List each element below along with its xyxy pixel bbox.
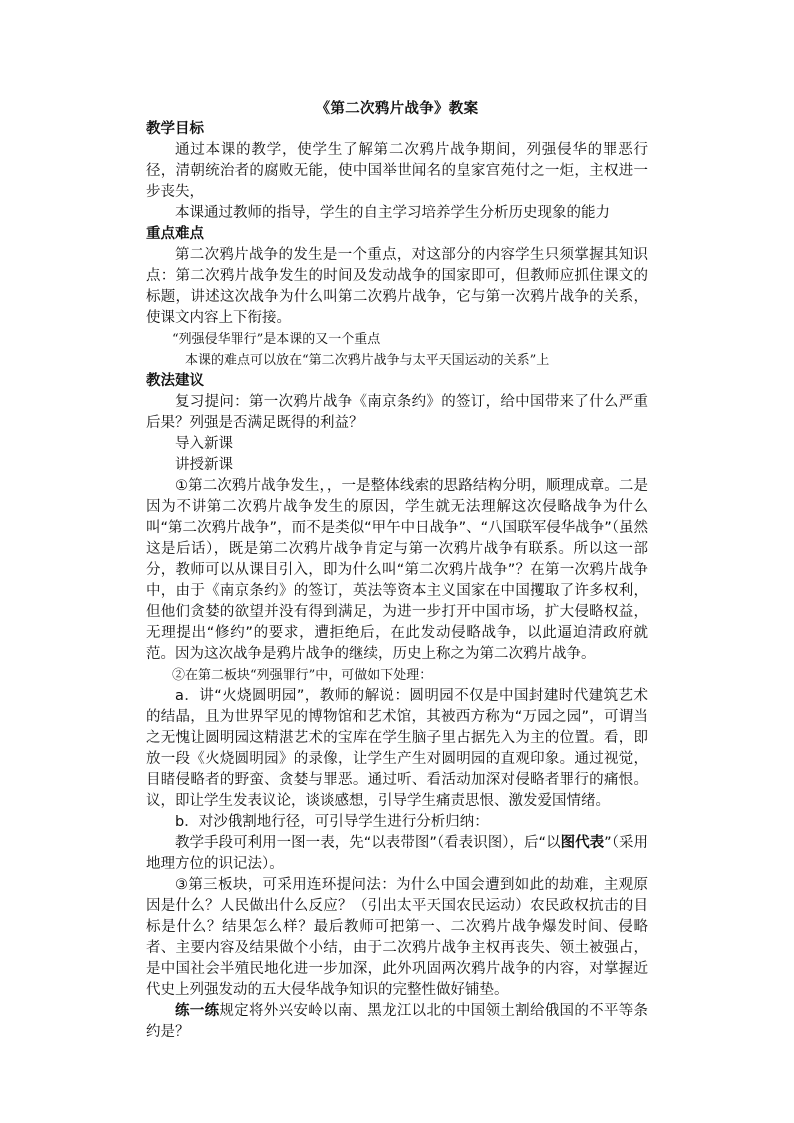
paragraph: 本课的难点可以放在“第二次鸦片战争与太平天国运动的关系”上 [185, 353, 550, 368]
paragraph: b．对沙俄割地行径，可引导学生进行分析归纳： [175, 814, 489, 830]
section-heading-methods: 教法建议 [146, 373, 204, 389]
paragraph [146, 833, 648, 875]
paragraph: ①第二次鸦片战争发生，，一是整体线索的思路结构分明，顺理成章。二是因为不讲第二次鸦片战争发生的原因，学生就无法理解这次侵略战争为什么叫“第二次鸦片战争”，而不是类似“甲午中日战争”、“八国联军侵华战争”（虽然这是后话），既是第二次鸦片战争肯定与第一次鸦片战争有联系。所以这一部分，教师可以从课目引入，即为什么叫“第二次鸦片战争”？在第一次鸦片战争中，由于《南京条约》的签订，英法等资本主义国家在中国攫取了许多权利，但他们贪婪的欲望并没有得到满足，为进一步打开中国市场，扩大侵略权益，无理提出“修约”的要求，遭拒绝后，在此发动侵略战争，以此逼迫清政府就范。因为这次战争是鸦片战争的继续，历史上称之为第二次鸦片战争。 [146, 478, 648, 662]
paragraph: 第二次鸦片战争的发生是一个重点，对这部分的内容学生只须掌握其知识点：第二次鸦片战争发生的时间及发动战争的国家即可，但教师应抓住课文的标题，讲述这次战争为什么叫第二次鸦片战争，它与第一次鸦片战争的关系，使课文内容上下衔接。 [146, 247, 648, 326]
paragraph: 复习提问：第一次鸦片战争《南京条约》的签订，给中国带来了什么严重后果？列强是否满足既得的利益？ [146, 394, 648, 431]
paragraph: 本课通过教师的指导，学生的自主学习培养学生分析历史现象的能力 [175, 205, 610, 221]
paragraph: a．讲“火烧圆明园”，教师的解说：圆明园不仅是中国封建时代建筑艺术的结晶，且为世界罕见的博物馆和艺术馆，其被西方称为“万园之园”，可谓当之无愧让圆明园这精湛艺术的宝库在学生脑子里占据先入为主的位置。看，即放一段《火烧圆明园》的录像，让学生产生对圆明园的直观印象。通过视觉，目睹侵略者的野蛮、贪婪与罪恶。通过听、看活动加深对侵略者罪行的痛恨。议，即让学生发表议论，谈谈感想，引导学生痛责思恨、激发爱国情绪。 [146, 688, 648, 809]
section-heading-keypoints: 重点难点 [146, 226, 204, 242]
paragraph [146, 1001, 648, 1043]
paragraph: “列强侵华罪行”是本课的又一个重点 [172, 332, 381, 347]
section-heading-goals: 教学目标 [146, 121, 204, 137]
bold-text-run: 练一练 [175, 1003, 220, 1019]
text-run: ”（采用地理方位的识记法）。 [146, 835, 648, 872]
document-body [146, 119, 648, 1043]
paragraph: 讲授新课 [175, 457, 233, 473]
paragraph: ③第三板块，可采用连环提问法：为什么中国会遭到如此的劫难，主观原因是什么？人民做出什么反应？（引出太平天国农民运动）农民政权抗击的目标是什么？结果怎么样？最后教师可把第一、二次鸦片战争爆发时间、侵略者、主要内容及结果做个小结，由于二次鸦片战争主权再丧失、领土被强占，是中国社会半殖民地化进一步加深，此外巩固两次鸦片战争的内容，对掌握近代史上列强发动的五大侵华战争知识的完整性做好铺垫。 [146, 877, 648, 998]
paragraph: ②在第二板块“列强罪行”中，可做如下处理： [172, 668, 433, 683]
text-run: 规定将外兴安岭以南、黑龙江以北的中国领土割给俄国的不平等条约是？ [146, 1003, 649, 1040]
text-run: 教学手段可利用一图一表，先“以表带图”（看表识图），后“以 [175, 835, 561, 851]
bold-text-run: 图代表 [560, 835, 605, 851]
paragraph: 导入新课 [175, 436, 233, 452]
paragraph: 通过本课的教学，使学生了解第二次鸦片战争期间，列强侵华的罪恶行径，清朝统治者的腐败无能，使中国举世闻名的皇家宫苑付之一炬，主权进一步丧失， [146, 142, 648, 200]
document-title: 《第二次鸦片战争》教案 [315, 101, 479, 117]
